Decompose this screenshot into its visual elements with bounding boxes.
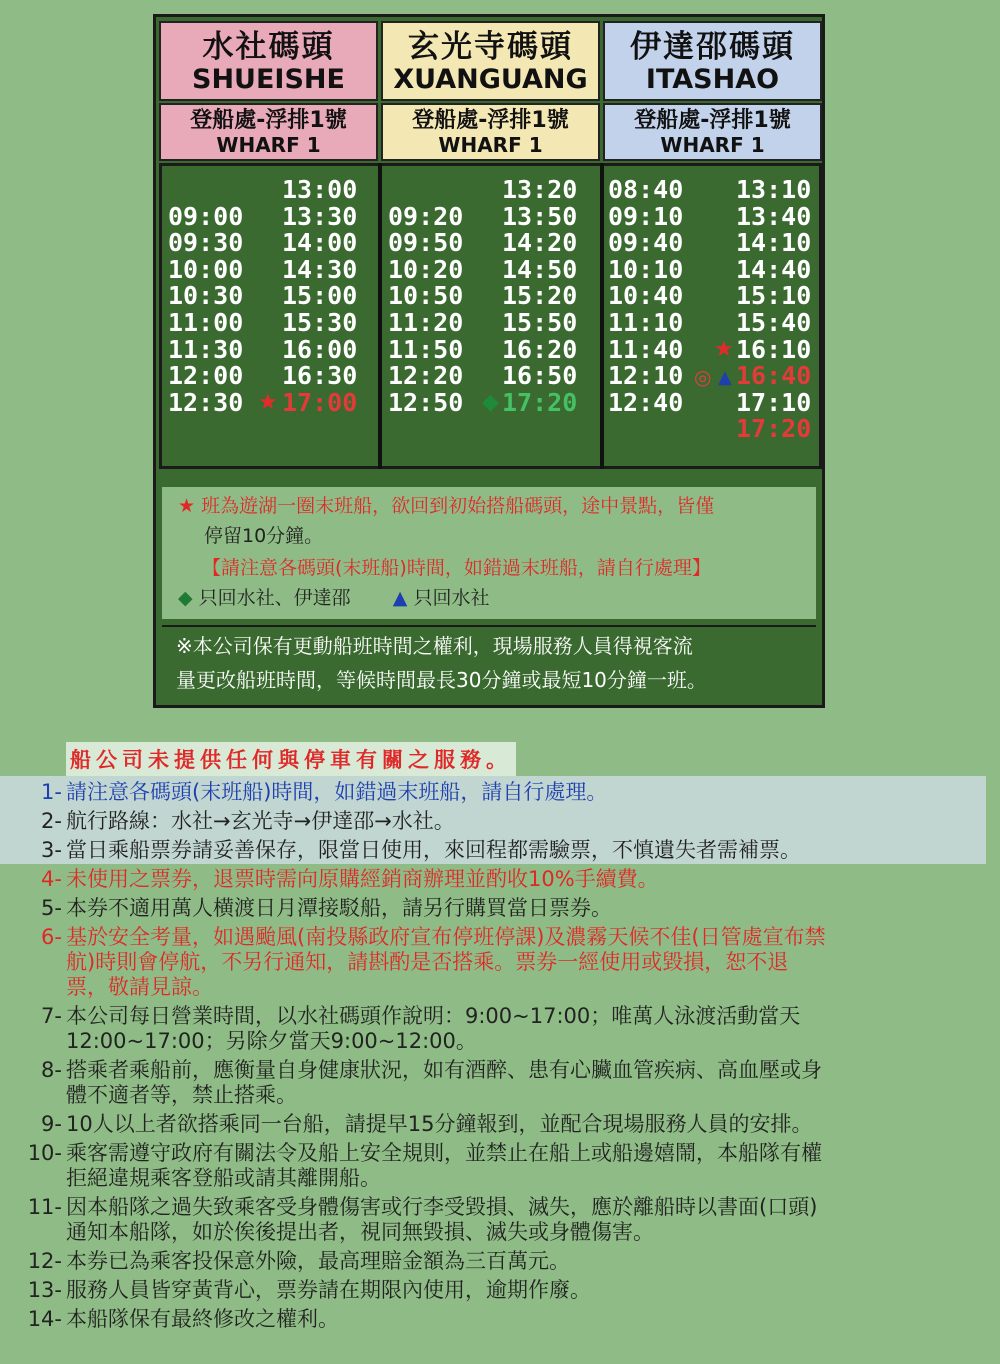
pier-header-shueishe bbox=[159, 21, 378, 101]
departure-time: 09:20 bbox=[388, 201, 464, 231]
departure-time: 16:40 bbox=[736, 361, 812, 391]
rule-text: 服務人員皆穿黃背心，票券請在期限內使用，逾期作廢。 bbox=[66, 1278, 591, 1302]
departure-time: 10:20 bbox=[388, 254, 464, 284]
legend-warning: 【請注意各碼頭(末班船)時間，如錯過末班船，請自行處理】 bbox=[202, 557, 711, 579]
departure-time: 14:00 bbox=[282, 228, 358, 258]
departure-time: 15:20 bbox=[502, 281, 578, 311]
departure-time: 09:50 bbox=[388, 228, 464, 258]
departure-time: 15:30 bbox=[282, 308, 358, 337]
rule-text-continued: 通知本船隊，如於俟後提出者，視同無毀損、滅失或身體傷害。 bbox=[66, 1220, 654, 1244]
departure-time: 15:40 bbox=[736, 308, 812, 337]
departure-time: 12:40 bbox=[608, 387, 684, 417]
schedule-board bbox=[153, 14, 825, 708]
departure-time: 09:00 bbox=[168, 201, 244, 231]
pier-name-en: XUANGUANG bbox=[393, 64, 588, 95]
notice-line: 量更改船班時間，等候時間最長30分鐘或最短10分鐘一班。 bbox=[176, 668, 707, 692]
rule-item bbox=[22, 779, 607, 805]
wharf-zh: 登船處-浮排1號 bbox=[190, 108, 347, 133]
departure-time: 11:20 bbox=[388, 308, 464, 337]
wharf-en: WHARF 1 bbox=[216, 133, 321, 157]
legend-triangle-text: 只回水社 bbox=[413, 587, 490, 609]
legend-star-text: 班為遊湖一圈末班船，欲回到初始搭船碼頭，途中景點，皆僅 bbox=[201, 495, 715, 517]
column-divider bbox=[600, 163, 604, 469]
rule-item bbox=[22, 866, 659, 892]
rule-text: 乘客需遵守政府有關法令及船上安全規則，並禁止在船上或船邊嬉鬧，本船隊有權 bbox=[66, 1141, 822, 1165]
departure-time: 09:40 bbox=[608, 228, 684, 258]
diamond-marker: ◆ bbox=[482, 390, 499, 415]
departure-time: 13:40 bbox=[736, 201, 812, 231]
triangle-marker: ▲ bbox=[718, 367, 732, 388]
rule-text: 搭乘者乘船前，應衡量自身健康狀況，如有酒醉、患有心臟血管疾病、高血壓或身 bbox=[66, 1058, 822, 1082]
rule-text: 當日乘船票券請妥善保存，限當日使用，來回程都需驗票，不慎遺失者需補票。 bbox=[66, 838, 801, 862]
departure-time: 08:40 bbox=[608, 175, 684, 204]
rule-number: 5- bbox=[41, 896, 62, 920]
rule-item bbox=[22, 1248, 570, 1274]
rule-text: 10人以上者欲搭乘同一台船，請提早15分鐘報到，並配合現場服務人員的安排。 bbox=[66, 1112, 813, 1136]
departure-time: 16:00 bbox=[282, 334, 358, 364]
notice-line: ※本公司保有更動船班時間之權利，現場服務人員得視客流 bbox=[176, 634, 693, 658]
departure-time: 11:10 bbox=[608, 308, 684, 337]
rule-item bbox=[22, 924, 826, 950]
pier-name-zh: 水社碼頭 bbox=[202, 29, 335, 65]
triangle-icon: ▲ bbox=[392, 587, 408, 609]
wharf-zh: 登船處-浮排1號 bbox=[412, 108, 569, 133]
legend-diamond-line bbox=[178, 583, 489, 610]
departure-time: 17:10 bbox=[736, 387, 812, 417]
rule-number: 12- bbox=[27, 1249, 62, 1273]
rule-text: 航行路線：水社→玄光寺→伊達邵→水社。 bbox=[66, 809, 455, 833]
legend bbox=[162, 487, 816, 619]
rule-item bbox=[22, 895, 612, 921]
departure-time: 13:50 bbox=[502, 201, 578, 231]
departure-time: 11:30 bbox=[168, 334, 244, 364]
departure-time: 10:40 bbox=[608, 281, 684, 311]
legend-star-line bbox=[178, 491, 714, 518]
rule-text-continued: 票，敬請見諒。 bbox=[66, 975, 213, 999]
departure-time: 10:00 bbox=[168, 254, 244, 284]
rule-number: 1- bbox=[41, 780, 62, 804]
legend-star-line2: 停留10分鐘。 bbox=[204, 525, 324, 547]
departure-time: 11:00 bbox=[168, 308, 244, 337]
rule-number: 14- bbox=[27, 1307, 62, 1331]
pier-name-en: SHUEISHE bbox=[192, 64, 345, 95]
rule-number: 9- bbox=[41, 1112, 62, 1136]
rule-item bbox=[22, 1306, 339, 1332]
notice-box bbox=[162, 625, 816, 703]
departure-time: 13:10 bbox=[736, 175, 812, 204]
departure-time: 11:40 bbox=[608, 334, 684, 364]
departure-time: 10:50 bbox=[388, 281, 464, 311]
wharf-label-xuanguang bbox=[381, 103, 600, 161]
star-icon: ★ bbox=[178, 495, 196, 517]
departure-time: 15:50 bbox=[502, 308, 578, 337]
rule-item bbox=[22, 1277, 591, 1303]
rule-number: 7- bbox=[41, 1004, 62, 1028]
departure-time: 16:30 bbox=[282, 361, 358, 391]
rule-number: 6- bbox=[41, 925, 62, 949]
diamond-icon: ◆ bbox=[178, 587, 193, 609]
star-marker: ★ bbox=[714, 337, 734, 362]
star-marker: ★ bbox=[258, 390, 278, 415]
departure-time: 11:50 bbox=[388, 334, 464, 364]
departure-time: 16:20 bbox=[502, 334, 578, 364]
departure-time: 10:10 bbox=[608, 254, 684, 284]
rule-item bbox=[22, 1003, 800, 1029]
wharf-label-itashao bbox=[603, 103, 822, 161]
departure-time: 14:40 bbox=[736, 254, 812, 284]
rule-text: 因本船隊之過失致乘客受身體傷害或行李受毀損、滅失，應於離船時以書面(口頭) bbox=[66, 1195, 818, 1219]
wharf-zh: 登船處-浮排1號 bbox=[634, 108, 791, 133]
rule-item bbox=[22, 1057, 822, 1083]
rule-text-continued: 拒絕違規乘客登船或請其離開船。 bbox=[66, 1166, 381, 1190]
pier-name-en: ITASHAO bbox=[645, 64, 780, 95]
rule-text: 本券已為乘客投保意外險，最高理賠金額為三百萬元。 bbox=[66, 1249, 570, 1273]
rule-text: 未使用之票券，退票時需向原購經銷商辦理並酌收10%手續費。 bbox=[66, 867, 659, 891]
pier-header-itashao bbox=[603, 21, 822, 101]
rule-item bbox=[22, 1140, 822, 1166]
rule-item bbox=[22, 1194, 817, 1220]
column-divider bbox=[378, 163, 382, 469]
rule-number: 10- bbox=[27, 1141, 62, 1165]
departure-time: 16:10 bbox=[736, 334, 812, 364]
rule-number: 13- bbox=[27, 1278, 62, 1302]
departure-time: 16:50 bbox=[502, 361, 578, 391]
departure-time: 14:30 bbox=[282, 254, 358, 284]
rule-item bbox=[22, 1111, 812, 1137]
legend-diamond-text: 只回水社、伊達邵 bbox=[198, 587, 351, 609]
wharf-en: WHARF 1 bbox=[438, 133, 543, 157]
departure-time: 13:20 bbox=[502, 175, 578, 204]
pier-name-zh: 伊達邵碼頭 bbox=[630, 29, 795, 65]
departure-time: 10:30 bbox=[168, 281, 244, 311]
rule-item bbox=[22, 808, 455, 834]
pier-name-zh: 玄光寺碼頭 bbox=[408, 29, 573, 65]
rule-text: 請注意各碼頭(末班船)時間，如錯過末班船，請自行處理。 bbox=[66, 780, 608, 804]
departure-time: 14:20 bbox=[502, 228, 578, 258]
departure-time: 12:20 bbox=[388, 361, 464, 391]
departure-time: 14:10 bbox=[736, 228, 812, 258]
departure-time: 13:00 bbox=[282, 175, 358, 204]
rule-text: 本券不適用萬人横渡日月潭接駁船，請另行購買當日票券。 bbox=[66, 896, 612, 920]
rule-text: 基於安全考量，如遇颱風(南投縣政府宣布停班停課)及濃霧天候不佳(日管處宣布禁 bbox=[66, 925, 826, 949]
departure-time: 17:20 bbox=[502, 387, 578, 417]
rule-text-continued: 航)時則會停航，不另行通知，請斟酌是否搭乘。票券一經使用或毀損，恕不退 bbox=[66, 950, 789, 974]
wharf-en: WHARF 1 bbox=[660, 133, 765, 157]
departure-time: 12:00 bbox=[168, 361, 244, 391]
departure-time: 15:10 bbox=[736, 281, 812, 311]
departure-time: 14:50 bbox=[502, 254, 578, 284]
rule-number: 3- bbox=[41, 838, 62, 862]
departure-time: 09:10 bbox=[608, 201, 684, 231]
rule-number: 2- bbox=[41, 809, 62, 833]
departure-time: 17:00 bbox=[282, 387, 358, 417]
departure-time: 12:30 bbox=[168, 387, 244, 417]
rule-number: 8- bbox=[41, 1058, 62, 1082]
no-parking-notice: 船公司未提供任何與停車有關之服務。 bbox=[66, 742, 516, 776]
departure-time: 12:50 bbox=[388, 387, 464, 417]
wharf-label-shueishe bbox=[159, 103, 378, 161]
rule-text-continued: 體不適者等，禁止搭乘。 bbox=[66, 1083, 297, 1107]
circle-marker: ◎ bbox=[694, 365, 712, 389]
departure-time: 15:00 bbox=[282, 281, 358, 311]
departure-time: 12:10 bbox=[608, 361, 684, 391]
departure-time: 17:20 bbox=[736, 414, 812, 444]
rule-text: 本船隊保有最終修改之權利。 bbox=[66, 1307, 339, 1331]
rule-number: 4- bbox=[41, 867, 62, 891]
departure-time: 13:30 bbox=[282, 201, 358, 231]
timetable-frame bbox=[159, 163, 822, 469]
departure-time: 09:30 bbox=[168, 228, 244, 258]
rule-text: 本公司每日營業時間，以水社碼頭作說明：9:00~17:00；唯萬人泳渡活動當天 bbox=[66, 1004, 801, 1028]
rule-number: 11- bbox=[27, 1195, 62, 1219]
rule-text-continued: 12:00~17:00；另除夕當天9:00~12:00。 bbox=[66, 1029, 477, 1053]
rule-item bbox=[22, 837, 801, 863]
pier-header-xuanguang bbox=[381, 21, 600, 101]
